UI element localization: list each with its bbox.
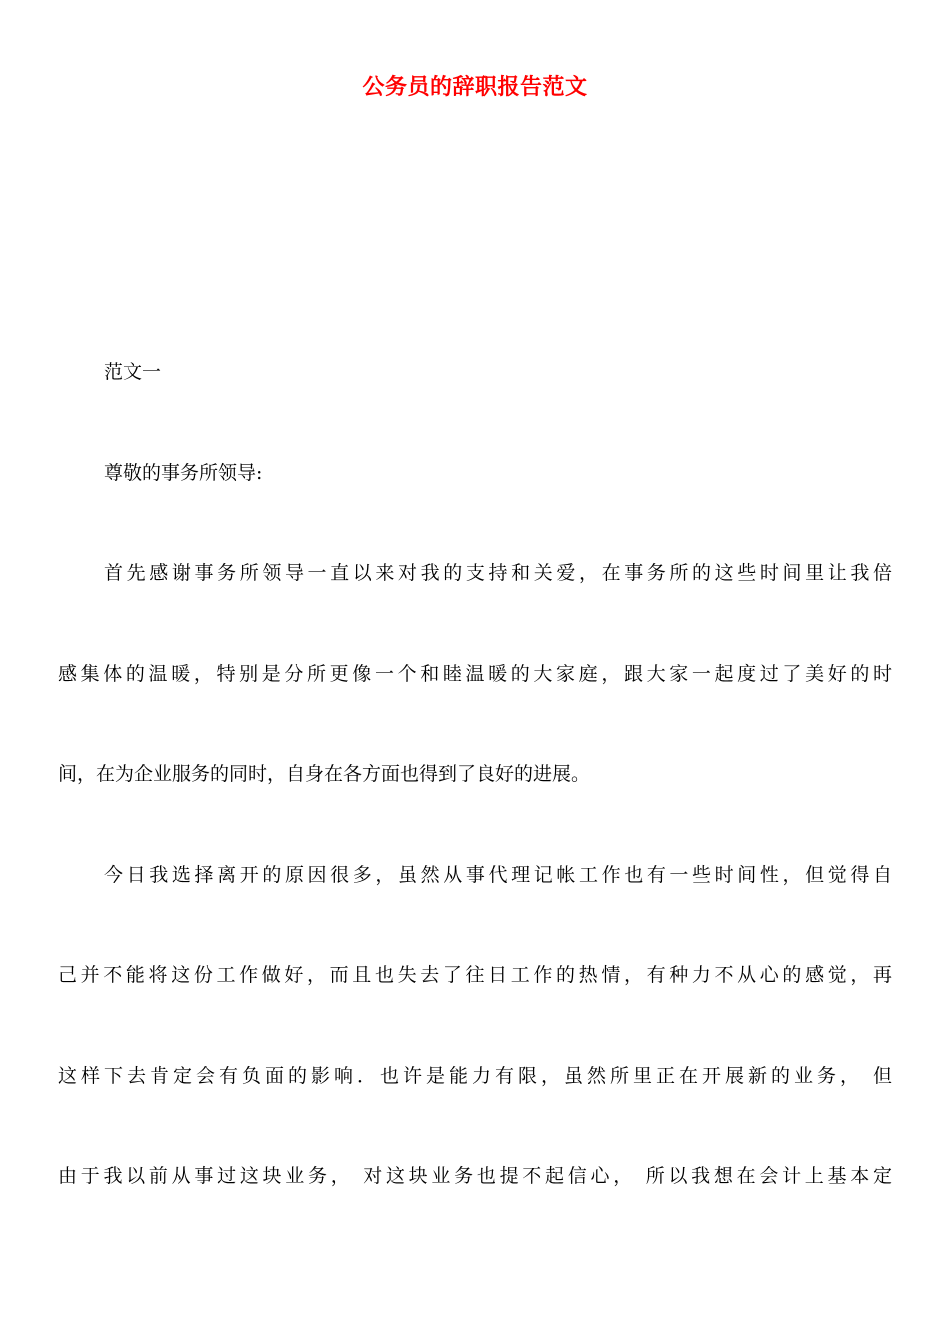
document-title: 公务员的辞职报告范文 [362, 75, 588, 100]
paragraph-2-line-4: 由于我以前从事过这块业务， 对这块业务也提不起信心， 所以我想在会计上基本定 [58, 1165, 892, 1187]
paragraph-1-line-2: 感集体的温暖，特别是分所更像一个和睦温暖的大家庭，跟大家一起度过了美好的时 [58, 662, 892, 685]
paragraph-2-line-1: 今日我选择离开的原因很多，虽然从事代理记帐工作也有一些时间性，但觉得自 [104, 863, 892, 886]
paragraph-1-line-3: 间，在为企业服务的同时，自身在各方面也得到了良好的进展。 [58, 763, 591, 785]
salutation: 尊敬的事务所领导: [104, 461, 263, 484]
section-heading: 范文一 [104, 361, 162, 383]
paragraph-2-line-2: 己并不能将这份工作做好，而且也失去了往日工作的热情，有种力不从心的感觉，再 [58, 964, 892, 986]
paragraph-1-line-1: 首先感谢事务所领导一直以来对我的支持和关爱，在事务所的这些时间里让我倍 [104, 562, 892, 584]
document-body [58, 352, 892, 1257]
paragraph-2-line-3: 这样下去肯定会有负面的影响．也许是能力有限，虽然所里正在开展新的业务， 但 [58, 1064, 892, 1087]
